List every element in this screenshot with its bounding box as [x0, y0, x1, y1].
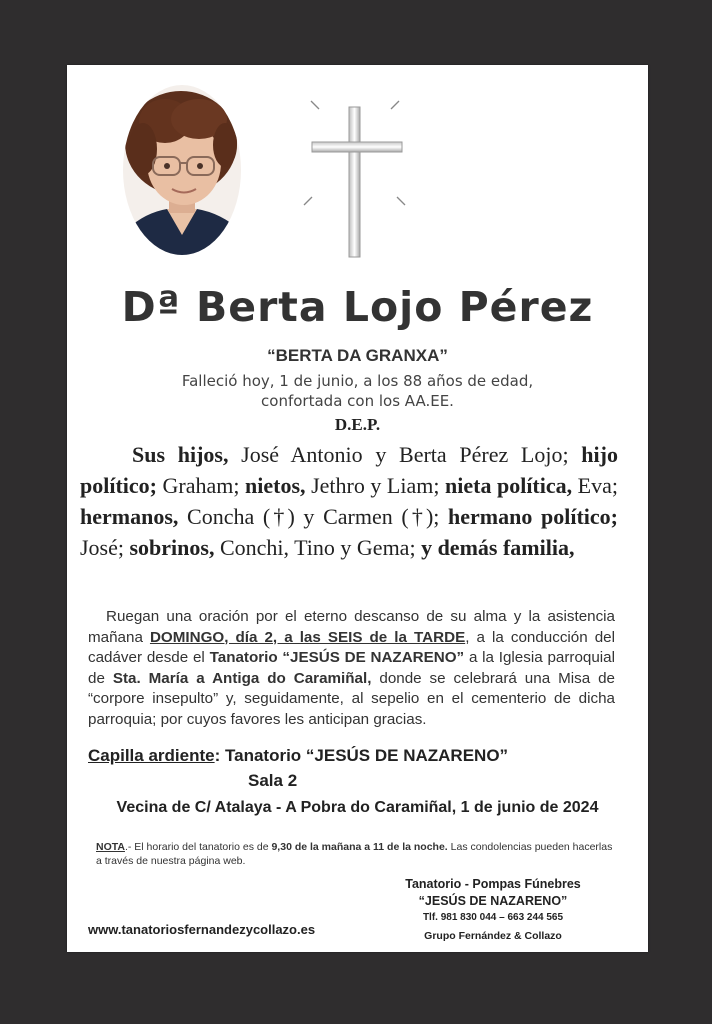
family-role: hijo político;: [80, 442, 618, 498]
family-names: José;: [80, 535, 130, 560]
website-link[interactable]: www.tanatoriosfernandezycollazo.es: [88, 922, 316, 937]
nota-text: .- El horario del tanatorio es de: [124, 841, 272, 853]
capilla-ardiente: [88, 746, 508, 766]
funeral-home-name: “JESÚS DE NAZARENO”: [418, 894, 568, 908]
death-line-2: confortada con los AA.EE.: [261, 392, 454, 410]
ceremony-text: , a la conducción del cadáver desde el: [88, 628, 616, 666]
family-list: [80, 439, 618, 563]
obituary-sheet: [67, 65, 648, 952]
dep-label: D.E.P.: [334, 415, 381, 434]
ceremony-paragraph: [88, 607, 615, 730]
family-role: Sus hijos,: [132, 442, 229, 467]
sala-label: Sala 2: [248, 771, 298, 790]
nota-text: Las condolencias pueden hacerlas a través de nuestra página web.: [96, 841, 613, 867]
ceremony-text: donde se celebrará una Misa de “corpore insepulto” y, seguidamente, al sepelio en el cementerio de dicha parroquia; por cuyos favores les anticipan gracias.: [88, 669, 615, 728]
deceased-name: Dª Berta Lojo Pérez: [121, 283, 594, 331]
nickname: “BERTA DA GRANXA”: [267, 346, 448, 365]
family-role: nietos,: [245, 473, 306, 498]
family-names: Eva;: [572, 473, 618, 498]
nota-paragraph: [96, 840, 616, 868]
nota-hours: 9,30 de la mañana a 11 de la noche.: [271, 841, 448, 853]
family-names: Graham;: [157, 473, 246, 498]
family-role: hermanos,: [80, 504, 179, 529]
family-role: hermano político;: [448, 504, 618, 529]
nota-label: NOTA: [96, 841, 125, 853]
family-role: y demás familia,: [421, 535, 575, 560]
death-line-1: Falleció hoy, 1 de junio, a los 88 años de edad,: [181, 372, 534, 390]
ceremony-church: Sta. María a Antiga do Caramiñal,: [112, 669, 372, 687]
portrait-photo: [123, 85, 241, 255]
funeral-home-type: Tanatorio - Pompas Fúnebres: [405, 877, 581, 891]
family-names: Concha (†) y Carmen (†);: [178, 504, 449, 529]
funeral-home-phone: Tlf. 981 830 044 – 663 244 565: [422, 912, 564, 923]
funeral-home-block: [385, 877, 601, 942]
cross-icon: [299, 97, 409, 263]
residence-date-line: Vecina de C/ Atalaya - A Pobra do Caramiñal, 1 de junio de 2024: [116, 799, 599, 816]
family-role: nieta política,: [445, 473, 573, 498]
family-role: sobrinos,: [129, 535, 215, 560]
family-names: Conchi, Tino y Gema;: [214, 535, 422, 560]
ceremony-text: a la Iglesia parroquial de: [88, 649, 615, 687]
capilla-label: Capilla ardiente: [88, 746, 215, 765]
family-names: Jethro y Liam;: [305, 473, 445, 498]
death-info: [67, 371, 648, 411]
ceremony-text: Ruegan una oración por el eterno descanso de su alma y la asistencia mañana: [88, 608, 615, 646]
ceremony-date: DOMINGO, día 2, a las SEIS de la TARDE: [149, 628, 466, 646]
capilla-value: : Tanatorio “JESÚS DE NAZARENO”: [214, 746, 509, 765]
ceremony-tanatorio: Tanatorio “JESÚS DE NAZARENO”: [209, 649, 465, 666]
funeral-home-group: Grupo Fernández & Collazo: [424, 930, 562, 942]
family-names: José Antonio y Berta Pérez Lojo;: [228, 442, 582, 467]
